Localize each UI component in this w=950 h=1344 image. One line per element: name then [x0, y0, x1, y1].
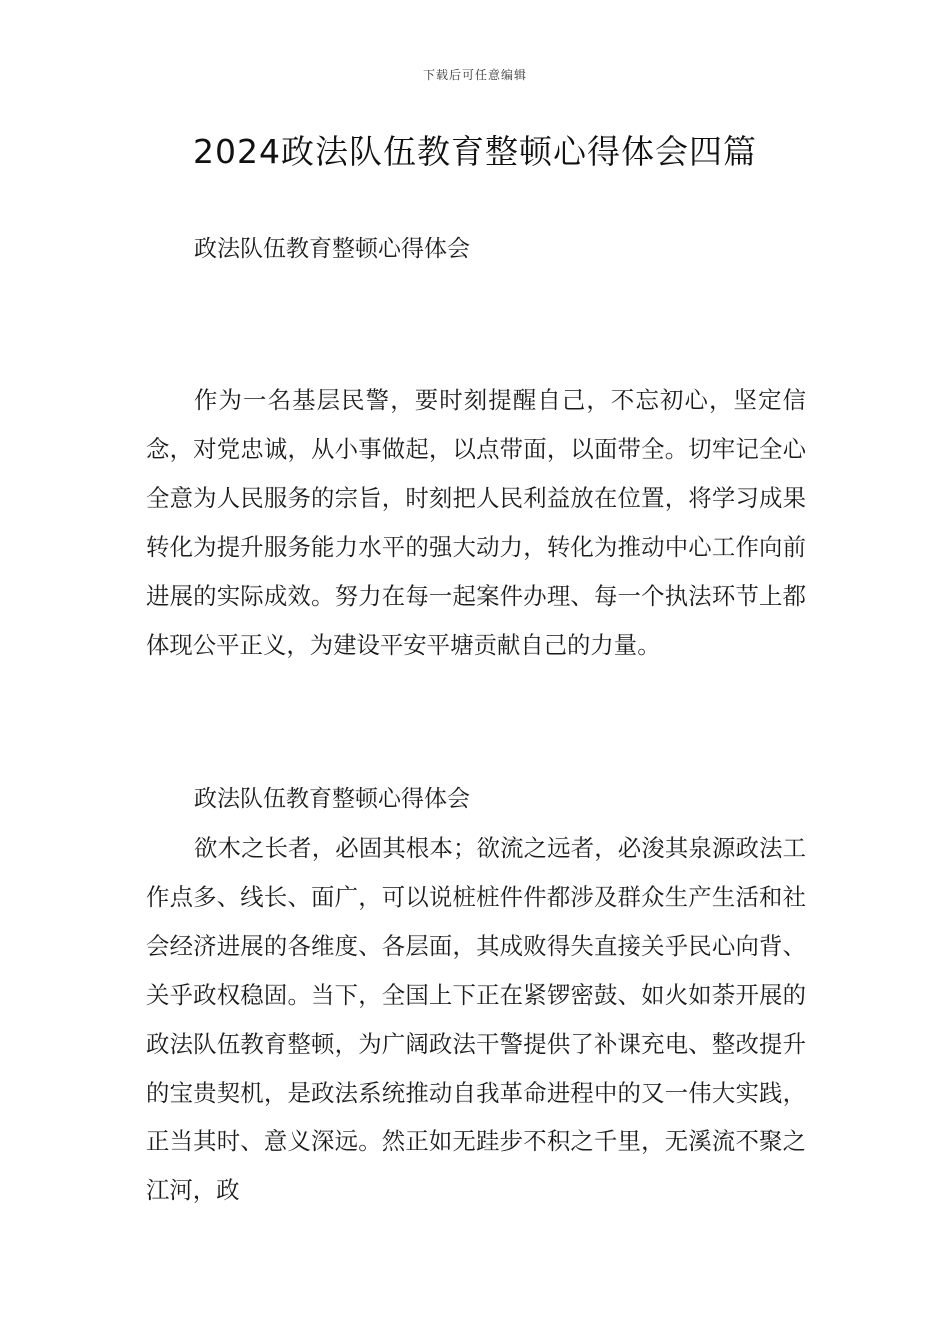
- section-paragraph-1: 作为一名基层民警，要时刻提醒自己，不忘初心，坚定信念，对党忠诚，从小事做起，以点带面，以面带全。切牢记全心全意为人民服务的宗旨，时刻把人民利益放在位置，将学习成果转化为提升服务能力水平的强大动力，转化为推动中心工作向前进展的实际成效。努力在每一起案件办理、每一个执法环节上都体现公平正义，为建设平安平塘贡献自己的力量。: [146, 386, 806, 659]
- section-heading-2: 政法队伍教育整顿心得体会: [194, 786, 470, 812]
- section-paragraph-2: 欲木之长者，必固其根本；欲流之远者，必浚其泉源政法工作点多、线长、面广，可以说桩桩件件都涉及群众生产生活和社会经济进展的各维度、各层面，其成败得失直接关乎民心向背、关乎政权稳固。当下，全国上下正在紧锣密鼓、如火如荼开展的政法队伍教育整顿，为广阔政法干警提供了补课充电、整改提升的宝贵契机，是政法系统推动自我革命进程中的又一伟大实践，正当其时、意义深远。然正如无跬步不积之千里，无溪流不聚之江河，政: [146, 834, 806, 1205]
- section-heading-1: 政法队伍教育整顿心得体会: [194, 236, 470, 262]
- document-title: 2024政法队伍教育整顿心得体会四篇: [193, 132, 757, 171]
- header-note: 下载后可任意编辑: [422, 68, 527, 82]
